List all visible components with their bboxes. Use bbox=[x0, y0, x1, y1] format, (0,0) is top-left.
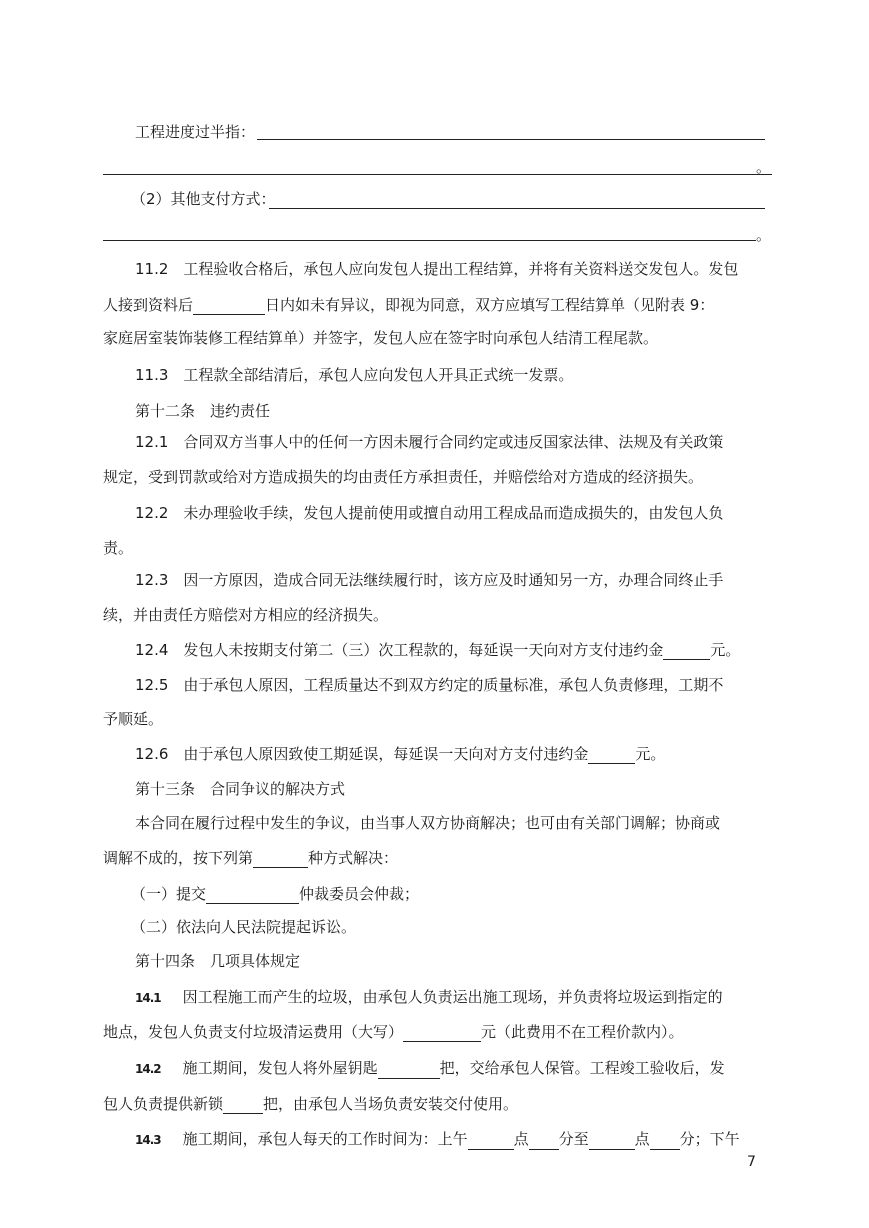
text-line: （一）提交 仲裁委员会仲裁； bbox=[131, 885, 420, 903]
clause-number: 14.1 bbox=[135, 991, 161, 1005]
fill-in-blank bbox=[468, 1132, 514, 1150]
text-line: 12.6 由于承包人原因致使工期延误，每延误一天向对方支付违约金 元。 bbox=[135, 745, 666, 763]
text-line: 家庭居室装饰装修工程结算单）并签字，发包人应在签字时向承包人结清工程尾款。 bbox=[103, 329, 659, 347]
fill-in-blank bbox=[257, 139, 765, 140]
text-line: （二）依法向人民法院提起诉讼。 bbox=[131, 918, 357, 936]
fill-in-blank bbox=[378, 1061, 440, 1079]
fill-in-blank bbox=[253, 850, 308, 868]
section-heading: 第十四条 几项具体规定 bbox=[135, 952, 301, 970]
text-line: 地点，发包人负责支付垃圾清运费用（大写） 元（此费用不在工程价款内）。 bbox=[103, 1023, 684, 1041]
text-line: 11.3 工程款全部结清后，承包人应向发包人开具正式统一发票。 bbox=[135, 366, 574, 384]
fill-in-blank bbox=[103, 174, 772, 175]
fill-in-blank bbox=[650, 1132, 680, 1150]
text-line: 12.5 由于承包人原因，工程质量达不到双方约定的质量标准，承包人负责修理，工期不 bbox=[135, 676, 724, 694]
text-line: 续，并由责任方赔偿对方相应的经济损失。 bbox=[103, 606, 389, 624]
text-line: 调解不成的，按下列第 种方式解决： bbox=[103, 849, 399, 867]
section-heading: 第十三条 合同争议的解决方式 bbox=[135, 780, 346, 798]
text-line: 人接到资料后 日内如未有异议，即视为同意，双方应填写工程结算单（见附表 9： bbox=[103, 296, 715, 314]
text-line: 工程进度过半指： bbox=[135, 123, 256, 141]
text-line: 11.2 工程验收合格后，承包人应向发包人提出工程结算，并将有关资料送交发包人。发包 bbox=[135, 260, 739, 278]
text-line: 规定，受到罚款或给对方造成损失的均由责任方承担责任，并赔偿给对方造成的经济损失。 bbox=[103, 468, 704, 486]
fill-in-blank bbox=[529, 1132, 559, 1150]
section-heading: 第十二条 违约责任 bbox=[135, 402, 271, 420]
text-line: 14.3 施工期间，承包人每天的工作时间为：上午 点 分至 点 分；下午 bbox=[135, 1130, 740, 1148]
fill-in-blank bbox=[269, 208, 765, 209]
text-line: 12.4 发包人未按期支付第二（三）次工程款的，每延误一天向对方支付违约金 元。 bbox=[135, 641, 741, 659]
text-line: 12.2 未办理验收手续，发包人提前使用或擅自动用工程成品而造成损失的，由发包人负 bbox=[135, 504, 724, 522]
text-line: （2）其他支付方式： bbox=[131, 190, 276, 208]
page-number: 7 bbox=[747, 1154, 756, 1170]
text-line: 。 bbox=[756, 226, 772, 244]
fill-in-blank bbox=[206, 886, 299, 904]
fill-in-blank bbox=[663, 642, 710, 660]
text-line: 14.2 施工期间，发包人将外屋钥匙 把，交给承包人保管。工程竣工验收后，发 bbox=[135, 1059, 725, 1077]
text-line: 12.1 合同双方当事人中的任何一方因未履行合同约定或违反国家法律、法规及有关政策 bbox=[135, 433, 724, 451]
fill-in-blank bbox=[589, 1132, 635, 1150]
fill-in-blank bbox=[403, 1024, 481, 1042]
text-line: 包人负责提供新锁 把，由承包人当场负责安装交付使用。 bbox=[103, 1095, 519, 1113]
fill-in-blank bbox=[588, 746, 635, 764]
text-line: 责。 bbox=[103, 539, 134, 557]
fill-in-blank bbox=[193, 297, 265, 315]
clause-number: 14.3 bbox=[135, 1133, 161, 1147]
fill-in-blank bbox=[223, 1096, 263, 1114]
text-line: 。 bbox=[756, 158, 772, 176]
text-line: 予顺延。 bbox=[103, 710, 164, 728]
text-line: 12.3 因一方原因，造成合同无法继续履行时，该方应及时通知另一方，办理合同终止手 bbox=[135, 571, 724, 589]
clause-number: 14.2 bbox=[135, 1062, 161, 1076]
fill-in-blank bbox=[103, 240, 756, 241]
text-line: 本合同在履行过程中发生的争议，由当事人双方协商解决；也可由有关部门调解；协商或 bbox=[135, 814, 721, 832]
text-line: 14.1 因工程施工而产生的垃圾，由承包人负责运出施工现场，并负责将垃圾运到指定的 bbox=[135, 988, 723, 1006]
